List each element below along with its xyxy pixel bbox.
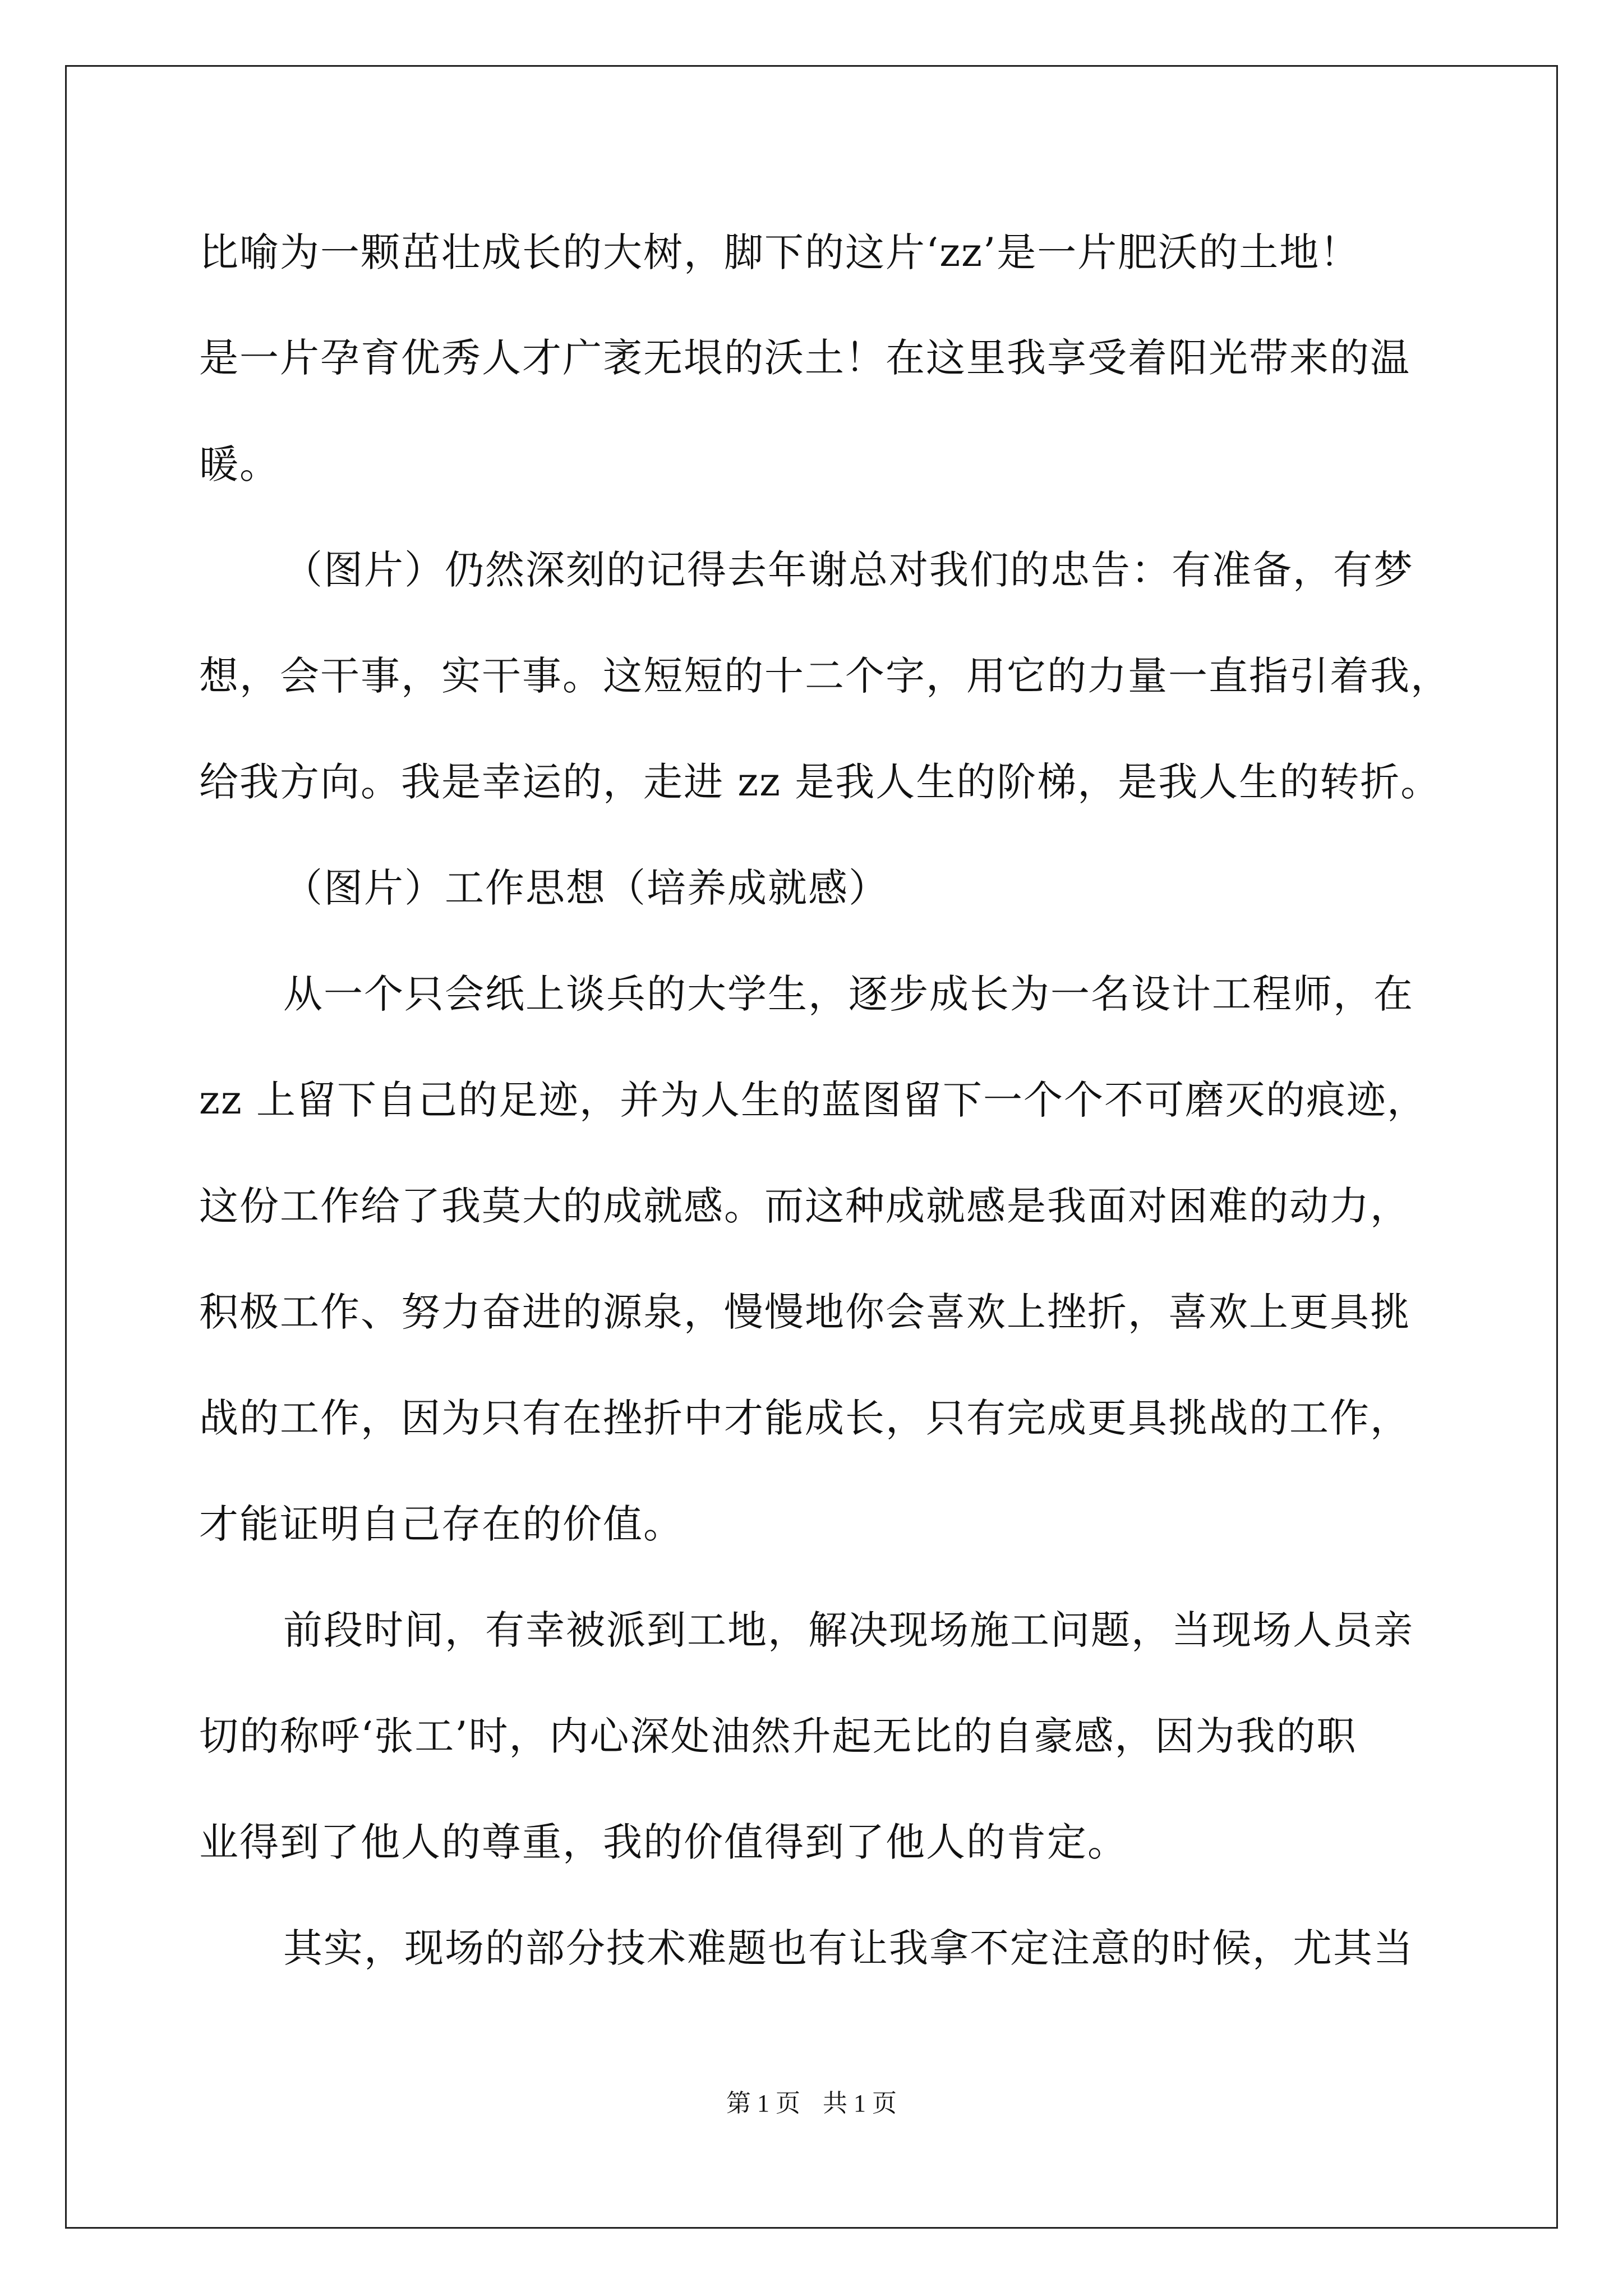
paragraph-line: zz 上留下自己的足迹，并为人生的蓝图留下一个个不可磨灭的痕迹， (199, 1077, 1428, 1123)
paragraph-line: 切的称呼‘张工’时，内心深处油然升起无比的自豪感，因为我的职 (199, 1713, 1357, 1759)
paragraph-line: 给我方向。我是幸运的，走进 zz 是我人生的阶梯，是我人生的转折。 (199, 759, 1441, 805)
paragraph-line: 想，会干事，实干事。这短短的十二个字，用它的力量一直指引着我， (199, 653, 1451, 699)
paragraph-line: 这份工作给了我莫大的成就感。而这种成就感是我面对困难的动力， (199, 1183, 1410, 1229)
paragraph-line: 暖。 (199, 441, 280, 487)
paragraph-line: 积极工作、努力奋进的源泉，慢慢地你会喜欢上挫折，喜欢上更具挑 (199, 1289, 1410, 1335)
paragraph-line: 前段时间，有幸被派到工地，解决现场施工问题，当现场人员亲 (283, 1607, 1414, 1653)
page-total: 共 1 页 (823, 2090, 897, 2117)
paragraph-line: 比喻为一颗茁壮成长的大树，脚下的这片‘zz’是一片肥沃的土地！ (199, 229, 1361, 275)
page-number: 第 1 页 (726, 2090, 800, 2117)
paragraph-line: 是一片孕育优秀人才广袤无垠的沃土！在这里我享受着阳光带来的温 (199, 335, 1410, 381)
section-heading: （图片）工作思想（培养成就感） (283, 865, 889, 911)
paragraph-line: 战的工作，因为只有在挫折中才能成长，只有完成更具挑战的工作， (199, 1395, 1410, 1441)
paragraph-line: 从一个只会纸上谈兵的大学生，逐步成长为一名设计工程师，在 (283, 971, 1414, 1017)
paragraph-line: 业得到了他人的尊重，我的价值得到了他人的肯定。 (199, 1819, 1128, 1865)
page-footer (0, 2087, 1623, 2120)
paragraph-line: 其实，现场的部分技术难题也有让我拿不定注意的时候，尤其当 (283, 1925, 1414, 1971)
paragraph-line: （图片）仍然深刻的记得去年谢总对我们的忠告：有准备，有梦 (283, 547, 1414, 593)
paragraph-line: 才能证明自己存在的价值。 (199, 1501, 684, 1547)
page-border (65, 65, 1558, 2229)
